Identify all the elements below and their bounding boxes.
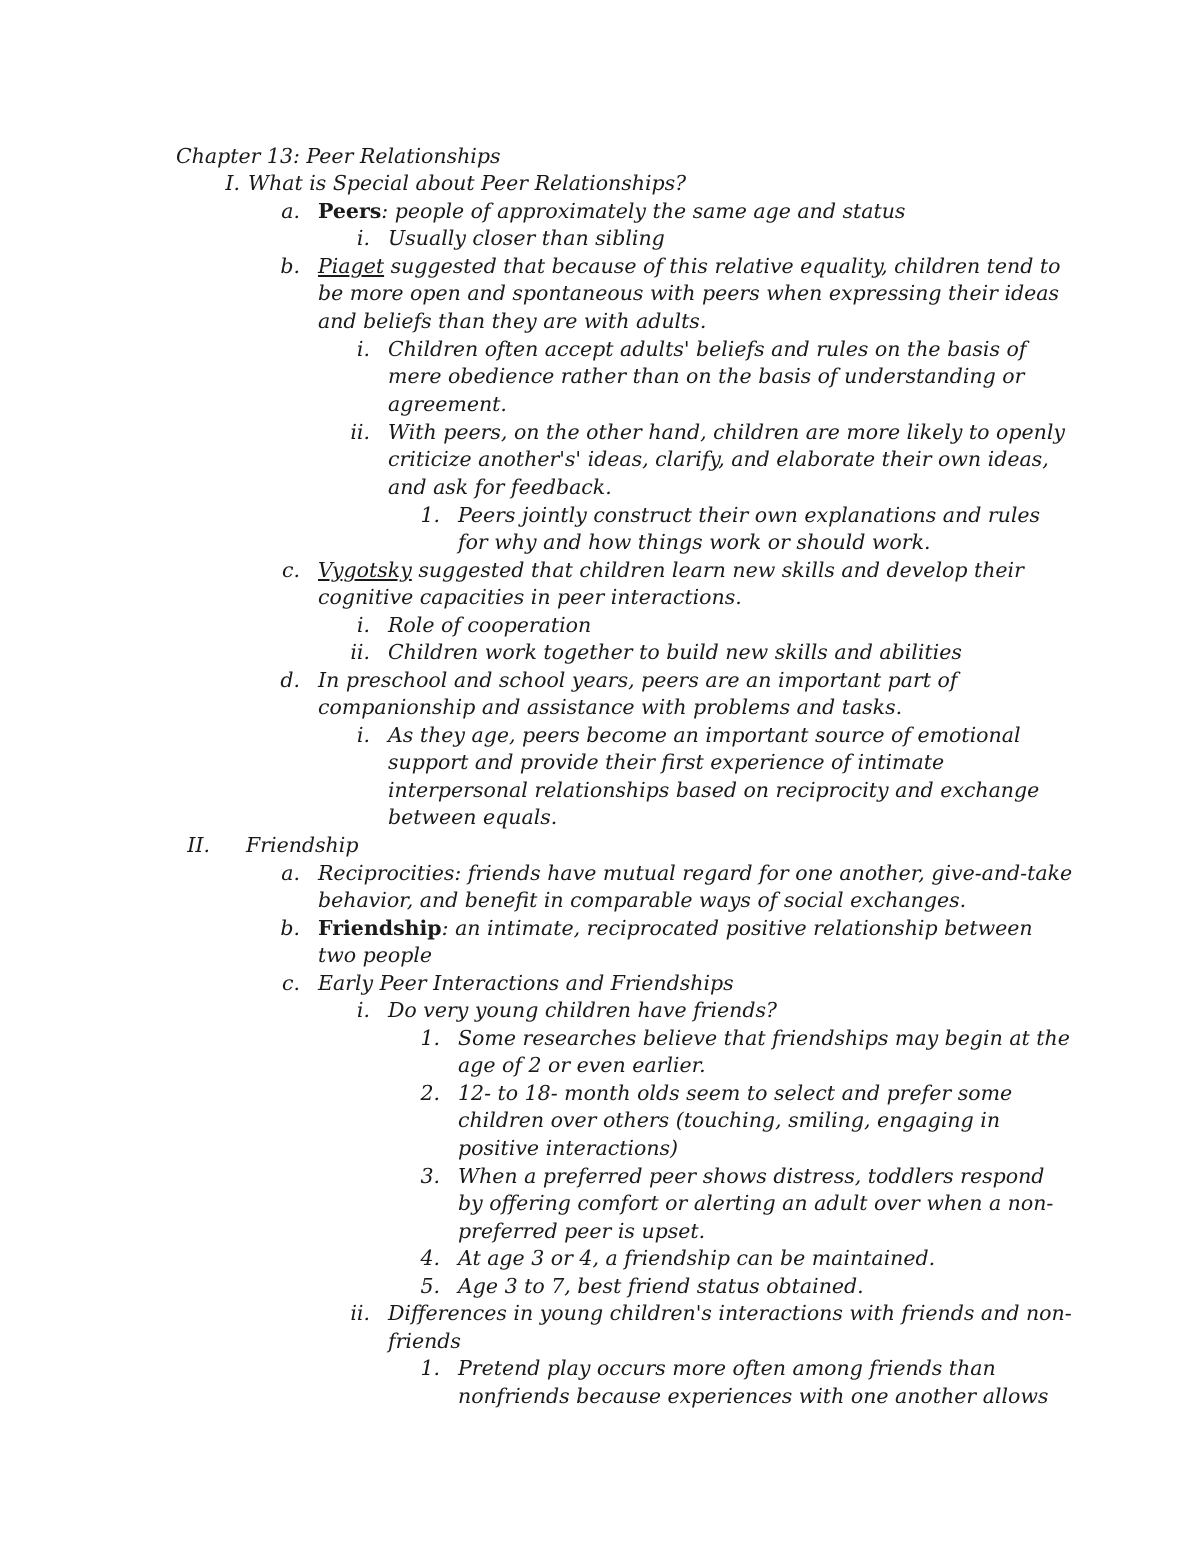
- outline-line: Children work together to build new skills and abilities: [388, 640, 962, 664]
- item-marker: 5.: [420, 1274, 440, 1298]
- outline-line: and ask for feedback.: [388, 475, 612, 499]
- item-marker: c.: [282, 558, 300, 582]
- outline-line: Early Peer Interactions and Friendships: [318, 971, 734, 995]
- outline-line: Differences in young children's interactions with friends and non-: [388, 1301, 1072, 1325]
- key-term: Peers: [318, 199, 382, 223]
- outline-line: preferred peer is upset.: [458, 1219, 706, 1243]
- theorist-name: Piaget: [318, 254, 385, 278]
- outline-line: cognitive capacities in peer interactions.: [318, 585, 742, 609]
- term-definition: : an intimate, reciprocated positive relationship between: [441, 916, 1033, 940]
- outline-line: At age 3 or 4, a friendship can be maintained.: [458, 1246, 936, 1270]
- outline-line: positive interactions): [458, 1136, 679, 1160]
- outline-line: between equals.: [388, 805, 558, 829]
- item-marker: 4.: [420, 1246, 440, 1270]
- outline-line: friends: [388, 1329, 461, 1353]
- section-heading: Friendship: [246, 833, 359, 857]
- item-marker: a.: [281, 861, 300, 885]
- item-marker: i.: [356, 723, 370, 747]
- term-definition: : people of approximately the same age and status: [381, 199, 906, 223]
- outline-line: nonfriends because experiences with one another allows: [458, 1384, 1049, 1408]
- outline-line: Some researches believe that friendships may begin at the: [458, 1026, 1070, 1050]
- outline-line: With peers, on the other hand, children are more likely to openly: [388, 420, 1065, 444]
- outline-line: by offering comfort or alerting an adult over when a non-: [458, 1191, 1054, 1215]
- item-marker: a.: [281, 199, 300, 223]
- item-marker: d.: [280, 668, 300, 692]
- item-marker: i.: [356, 337, 370, 361]
- outline-line: Do very young children have friends?: [388, 998, 778, 1022]
- outline-line: As they age, peers become an important source of emotional: [388, 723, 1021, 747]
- item-marker: i.: [356, 998, 370, 1022]
- outline-line: for why and how things work or should work.: [458, 530, 931, 554]
- outline-line: mere obedience rather than on the basis of understanding or: [388, 364, 1025, 388]
- item-marker: ii.: [350, 420, 370, 444]
- item-marker: 1.: [420, 1026, 440, 1050]
- outline-line: and beliefs than they are with adults.: [318, 309, 707, 333]
- outline-line: Peers jointly construct their own explanations and rules: [458, 503, 1041, 527]
- item-marker: ii.: [350, 640, 370, 664]
- outline-line: Reciprocities: friends have mutual regard for one another, give-and-take: [318, 861, 1073, 885]
- outline-line: be more open and spontaneous with peers when expressing their ideas: [318, 281, 1060, 305]
- outline-line: behavior, and benefit in comparable ways of social exchanges.: [318, 888, 967, 912]
- outline-line: [318, 557, 1024, 584]
- outline-line: Children often accept adults' beliefs and rules on the basis of: [388, 337, 1027, 361]
- section-marker: II.: [187, 833, 210, 857]
- outline-line: Pretend play occurs more often among friends than: [458, 1356, 996, 1380]
- line-text: suggested that children learn new skills and develop their: [411, 558, 1024, 582]
- outline-line: [318, 198, 905, 225]
- outline-line: companionship and assistance with problems and tasks.: [318, 695, 903, 719]
- outline-line: Age 3 to 7, best friend status obtained.: [458, 1274, 864, 1298]
- outline-line: In preschool and school years, peers are an important part of: [318, 668, 958, 692]
- item-marker: ii.: [350, 1301, 370, 1325]
- outline-line: When a preferred peer shows distress, toddlers respond: [458, 1164, 1045, 1188]
- key-term: Friendship: [318, 916, 442, 940]
- document-title: Chapter 13: Peer Relationships: [176, 144, 501, 168]
- item-marker: b.: [280, 916, 300, 940]
- outline-line: 12- to 18- month olds seem to select and prefer some: [458, 1081, 1013, 1105]
- item-marker: b.: [280, 254, 300, 278]
- line-text: suggested that because of this relative equality, children tend to: [384, 254, 1061, 278]
- item-marker: 3.: [420, 1164, 440, 1188]
- section-marker: I.: [225, 171, 240, 195]
- outline-line: children over others (touching, smiling, engaging in: [458, 1108, 1001, 1132]
- item-marker: i.: [356, 613, 370, 637]
- outline-line: Role of cooperation: [388, 613, 592, 637]
- item-marker: 1.: [420, 1356, 440, 1380]
- item-marker: c.: [282, 971, 300, 995]
- outline-line: age of 2 or even earlier.: [458, 1053, 706, 1077]
- outline-line: agreement.: [388, 392, 507, 416]
- section-heading: What is Special about Peer Relationships?: [248, 171, 687, 195]
- outline-line: criticize another's' ideas, clarify, and elaborate their own ideas,: [388, 447, 1049, 471]
- outline-line: two people: [318, 943, 433, 967]
- outline-line: [318, 253, 1060, 280]
- item-marker: 1.: [420, 503, 440, 527]
- outline-line: interpersonal relationships based on reciprocity and exchange: [388, 778, 1040, 802]
- outline-line: [318, 915, 1033, 942]
- item-marker: 2.: [420, 1081, 440, 1105]
- item-marker: i.: [356, 226, 370, 250]
- outline-line: Usually closer than sibling: [388, 226, 665, 250]
- theorist-name: Vygotsky: [318, 558, 412, 582]
- outline-line: support and provide their first experience of intimate: [388, 750, 945, 774]
